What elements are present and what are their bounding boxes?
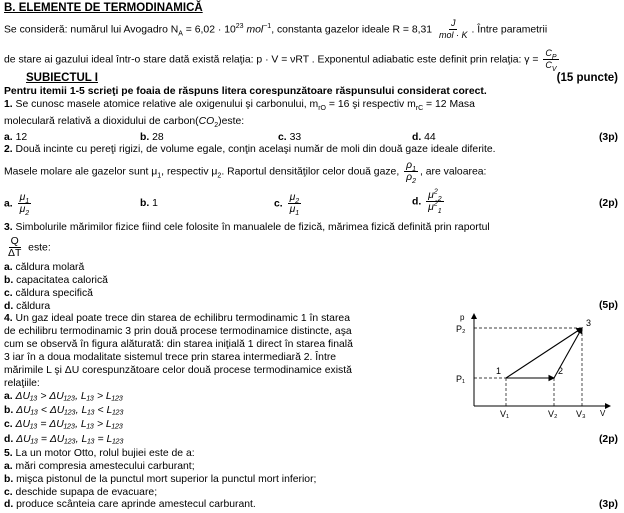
q4-option-d[interactable]: d. ΔU₁₃ = ΔU₁₂₃, L₁₃ = L₁₂₃: [4, 434, 124, 445]
intro-r-fraction: [437, 18, 470, 41]
intro-r-num: J: [450, 18, 456, 28]
q4-text-line-6: relaţiile:: [4, 378, 40, 389]
gamma-den: $C_V$: [545, 60, 557, 73]
p2-label: P₂: [456, 324, 466, 334]
q4-text-line-2: de echilibru termodinamic 3 prin două procese termodinamice distincte, aşa: [4, 326, 352, 337]
q2-text-line-2: Masele molare ale gazelor sunt $\mu_1$, respectiv $\mu_2$. Raportul densităţilor celor două gaze, $\frac{\rho_1}{\rho_2}$ , are valoarea:: [4, 160, 487, 186]
q4-text-line-5: mărimile L şi ΔU corespunzătoare celor două procese termodinamice există: [4, 365, 352, 376]
subject-title: SUBIECTUL I: [26, 72, 98, 84]
intro-na-value: = 6,02 · 10: [182, 24, 236, 36]
q1-text-line-1: 1. Se cunosc masele atomice relative ale oxigenului şi carbonului, $m_{rO} = 16$ şi respectiv $m_{rC} = 12$ Masa: [4, 99, 475, 113]
intro-r-text: , constanta gazelor ideale R = 8,31: [271, 24, 433, 36]
subject-points: (15 puncte): [556, 72, 618, 84]
q3-option-b[interactable]: b. capacitatea calorică: [4, 275, 108, 286]
intro-na-exp: 23: [235, 22, 244, 30]
q4-option-a[interactable]: a. ΔU₁₃ > ΔU₁₂₃, L₁₃ > L₁₂₃: [4, 391, 124, 402]
intro-na-unit: mol: [243, 24, 264, 36]
gamma-num: $C_P$: [545, 48, 557, 61]
q4-text-line-4: 3 iar în a doua modalitate sistemul trece prin starea intermediară 2. Între: [4, 352, 337, 363]
q4-points: (2p): [598, 434, 618, 445]
q2-option-b[interactable]: b. 1: [140, 198, 158, 209]
intro-tail: . Între parametrii: [471, 24, 548, 36]
intro-avogadro: Se consideră: numărul lui Avogadro N: [4, 24, 179, 36]
q3-points: (5p): [598, 300, 618, 311]
q5-number: 5.: [4, 448, 13, 459]
q5-option-a[interactable]: a. mări compresia amestecului carburant;: [4, 461, 195, 472]
pv-diagram: [452, 310, 618, 420]
q2-number: 2.: [4, 144, 13, 155]
intro-relation: de stare ai gazului ideal într-o stare dată există relaţia: p · V = νRT . Exponentul adiabatic este definit prin relaţia: γ =: [4, 54, 539, 66]
q3-number: 3.: [4, 222, 13, 233]
section-title: B. ELEMENTE DE TERMODINAMICĂ: [4, 2, 203, 14]
q5-option-b[interactable]: b. mişca pistonul de la punctul mort superior la punctul mort inferior;: [4, 474, 317, 485]
q4-number: 4.: [4, 313, 13, 324]
q5-option-c[interactable]: c. deschide supapa de evacuare;: [4, 487, 158, 498]
q5-points: (3p): [598, 499, 618, 510]
v1-label: V₁: [500, 409, 510, 419]
instructions: Pentru itemii 1-5 scrieţi pe foaia de răspuns litera corespunzătoare răspunsului considerat corect.: [4, 86, 487, 97]
q2-option-d[interactable]: d. $\frac{\mu^2_2}{\mu^2_1}$: [412, 188, 442, 216]
intro-r-den: mol · K: [438, 30, 468, 40]
q4-text-line-3: cum se observă în figura alăturată: din starea iniţială 1 direct în starea finală: [4, 339, 353, 350]
q2-text-line-1: 2. Două incinte cu pereţi rigizi, de volume egale, conţin acelaşi număr de moli din două gaze ideale diferite.: [4, 144, 496, 155]
intro-line-2: [4, 48, 618, 71]
q1-option-a[interactable]: a. 12: [4, 132, 28, 143]
q1-option-d[interactable]: d. 44: [412, 132, 436, 143]
gamma-fraction: [543, 48, 558, 71]
q2-option-c[interactable]: c. $\frac{\mu_2}{\mu_1}$: [274, 192, 300, 218]
q5-text: 5. La un motor Otto, rolul bujiei este de a:: [4, 448, 195, 459]
intro-na-sub: A: [178, 30, 183, 38]
q1-points: (3p): [598, 132, 618, 143]
p1-label: P₁: [456, 374, 466, 384]
q2-option-a[interactable]: a. $\frac{\mu_1}{\mu_2}$: [4, 192, 30, 218]
q5-option-d[interactable]: d. produce scânteia care aprinde amestecul carburant.: [4, 499, 256, 510]
p-axis-label: p: [460, 313, 465, 322]
q4-text-line-1: 4. Un gaz ideal poate trece din starea de echilibru termodinamic 1 în starea: [4, 313, 350, 324]
q2-points: (2p): [598, 198, 618, 209]
q4-option-c[interactable]: c. ΔU₁₃ = ΔU₁₂₃, L₁₃ > L₁₂₃: [4, 419, 124, 430]
intro-na-unit-exp: −1: [263, 22, 272, 30]
v2-label: V₂: [548, 409, 558, 419]
q1-number: 1.: [4, 99, 13, 110]
q1-option-b[interactable]: b. 28: [140, 132, 164, 143]
point-1-label: 1: [496, 366, 502, 376]
q1-option-c[interactable]: c. 33: [278, 132, 302, 143]
q3-option-a[interactable]: a. căldura molară: [4, 262, 85, 273]
point-3-label: 3: [586, 318, 592, 328]
q4-option-b[interactable]: b. ΔU₁₃ < ΔU₁₂₃, L₁₃ < L₁₂₃: [4, 405, 124, 416]
q3-option-d[interactable]: d. căldura: [4, 301, 51, 312]
q3-option-c[interactable]: c. căldura specifică: [4, 288, 93, 299]
point-2-label: 2: [558, 366, 564, 376]
process-1-3: [506, 328, 582, 378]
q1-text-line-2: moleculară relativă a dioxidului de $carbon(CO_2)este$:: [4, 116, 245, 130]
v3-label: V₃: [576, 409, 586, 419]
q3-text-line-1: 3. Simbolurile mărimilor fizice fiind cele folosite în manualele de fizică, mărimea fizică definită prin raportul: [4, 222, 490, 233]
intro-line-1: [4, 18, 618, 41]
q2-rho-fraction: $\frac{\rho_1}{\rho_2}$: [406, 160, 416, 186]
q3-text-line-2: $\frac{Q}{\Delta T}$ este:: [8, 236, 51, 259]
q3-fraction: $\frac{Q}{\Delta T}$: [8, 236, 22, 259]
v-axis-label: V: [600, 409, 606, 418]
